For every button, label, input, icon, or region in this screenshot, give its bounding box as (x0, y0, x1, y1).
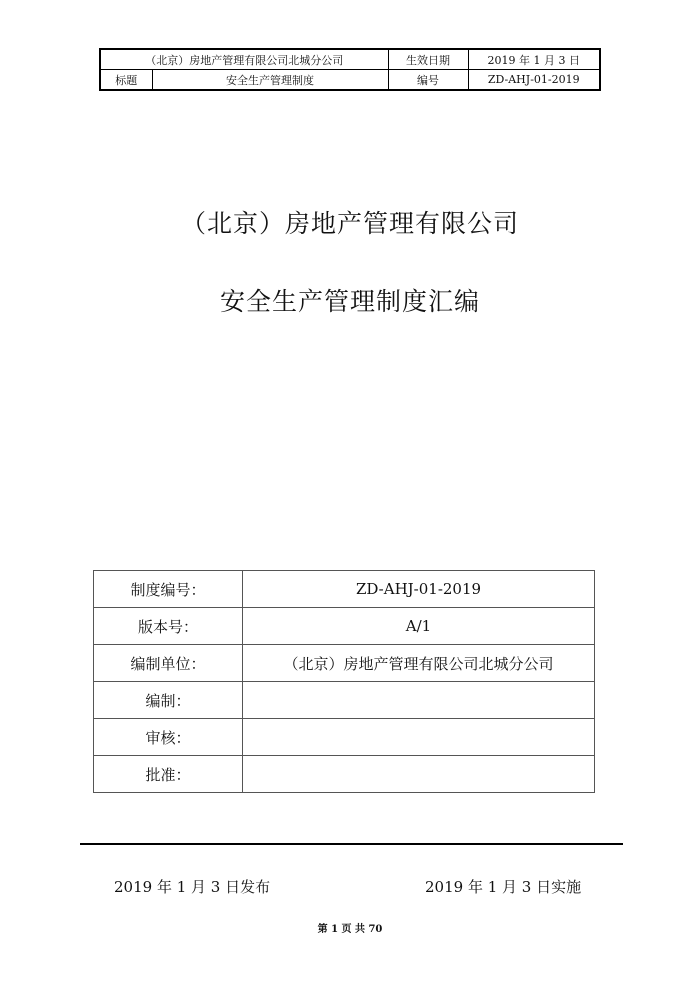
info-row-approved (94, 756, 595, 793)
header-number-label: 编号 (388, 70, 468, 91)
document-header-table (99, 48, 601, 91)
header-effective-date-label: 生效日期 (388, 49, 468, 70)
info-row-number (94, 571, 595, 608)
header-number-value: ZD-AHJ-01-2019 (468, 70, 600, 91)
info-value (243, 756, 595, 793)
info-value: ZD-AHJ-01-2019 (243, 571, 595, 608)
info-label: 制度编号： (94, 571, 243, 608)
cover-company-title: （北京）房地产管理有限公司 (180, 209, 519, 238)
info-label: 批准： (94, 756, 243, 793)
document-info-table (93, 570, 595, 793)
info-row-reviewed (94, 719, 595, 756)
header-title-label: 标题 (100, 70, 152, 91)
info-label: 审核： (94, 719, 243, 756)
info-value: A/1 (243, 608, 595, 645)
info-row-version (94, 608, 595, 645)
info-value (243, 682, 595, 719)
header-effective-date-value: 2019 年 1 月 3 日 (468, 49, 600, 70)
header-row-1 (100, 49, 600, 70)
issue-date: 2019 年 1 月 3 日发布 (114, 878, 271, 896)
header-title-value: 安全生产管理制度 (152, 70, 388, 91)
info-value (243, 719, 595, 756)
info-label: 编制单位： (94, 645, 243, 682)
divider-line (80, 843, 623, 845)
header-row-2 (100, 70, 600, 91)
page-number-footer: 第 1 页 共 70 (317, 924, 383, 935)
info-label: 编制： (94, 682, 243, 719)
info-value: （北京）房地产管理有限公司北城分公司 (243, 645, 595, 682)
info-label: 版本号： (94, 608, 243, 645)
info-row-unit (94, 645, 595, 682)
info-row-compiled (94, 682, 595, 719)
cover-document-title: 安全生产管理制度汇编 (219, 287, 480, 316)
header-company: （北京）房地产管理有限公司北城分公司 (100, 49, 388, 70)
effective-date: 2019 年 1 月 3 日实施 (425, 878, 582, 896)
